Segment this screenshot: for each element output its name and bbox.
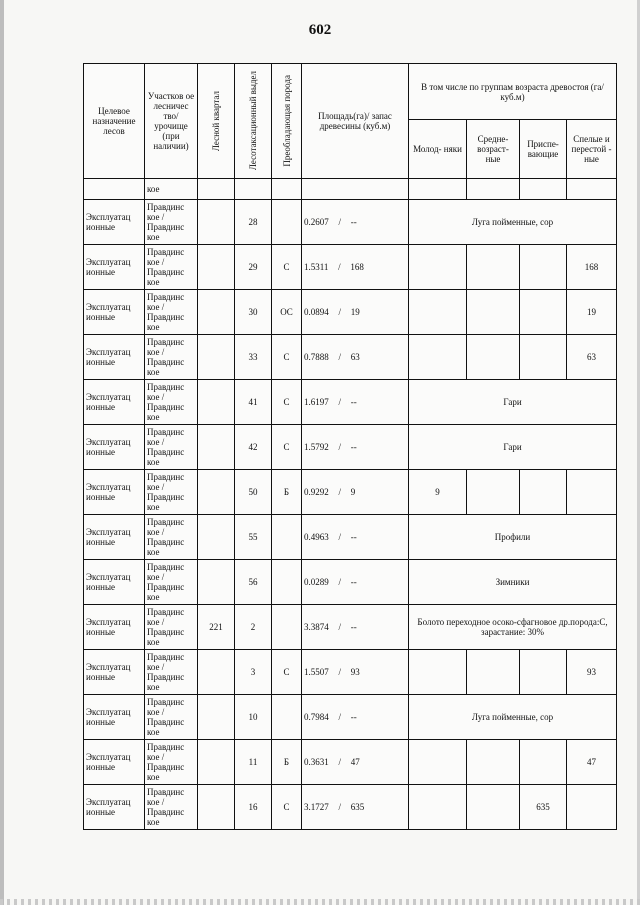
row-purpose: Эксплуатац ионные xyxy=(84,380,145,425)
row-young xyxy=(409,335,467,380)
area-stock-separator: / xyxy=(338,622,341,632)
row-plot: 10 xyxy=(235,695,272,740)
area-stock-separator: / xyxy=(338,442,341,452)
row-site: Правдинс кое / Правдинс кое xyxy=(145,470,198,515)
row-stock: -- xyxy=(350,622,357,632)
table-row xyxy=(84,335,617,380)
row-quarter xyxy=(198,470,235,515)
row-area-stock xyxy=(302,335,409,380)
row-species: Б xyxy=(272,470,302,515)
row-site: Правдинс кое / Правдинс кое xyxy=(145,695,198,740)
row-stock: 168 xyxy=(350,262,364,272)
row-maturing: 635 xyxy=(520,785,567,830)
row-plot: 28 xyxy=(235,200,272,245)
row-mature: 93 xyxy=(567,650,617,695)
forest-plots-table xyxy=(83,63,617,830)
row-stock: -- xyxy=(350,217,357,227)
table-row xyxy=(84,695,617,740)
row-purpose: Эксплуатац ионные xyxy=(84,245,145,290)
header-mature: Спелые и перестой - ные xyxy=(567,120,617,179)
row-plot: 3 xyxy=(235,650,272,695)
row-site: Правдинс кое / Правдинс кое xyxy=(145,605,198,650)
row-area: 1.6197 xyxy=(304,397,329,407)
table-header-row xyxy=(84,64,617,120)
area-stock-separator: / xyxy=(338,352,341,362)
row-plot: 42 xyxy=(235,425,272,470)
table-row xyxy=(84,470,617,515)
row-stock: 93 xyxy=(350,667,360,677)
row-area: 0.4963 xyxy=(304,532,329,542)
cont-maturing xyxy=(520,179,567,200)
row-area-stock xyxy=(302,425,409,470)
header-purpose: Целевое назначение лесов xyxy=(84,64,145,179)
row-middle xyxy=(467,290,520,335)
row-young xyxy=(409,245,467,290)
cont-area xyxy=(302,179,409,200)
header-young: Молод- няки xyxy=(409,120,467,179)
row-quarter xyxy=(198,560,235,605)
row-species xyxy=(272,200,302,245)
cont-species xyxy=(272,179,302,200)
row-stock: -- xyxy=(350,397,357,407)
table-row xyxy=(84,605,617,650)
row-area: 1.5792 xyxy=(304,442,329,452)
header-species xyxy=(272,64,302,179)
row-young xyxy=(409,785,467,830)
row-area-stock xyxy=(302,515,409,560)
row-quarter xyxy=(198,380,235,425)
header-plot xyxy=(235,64,272,179)
row-site: Правдинс кое / Правдинс кое xyxy=(145,245,198,290)
row-plot: 16 xyxy=(235,785,272,830)
row-area-stock xyxy=(302,290,409,335)
area-stock-separator: / xyxy=(338,712,341,722)
cont-mature xyxy=(567,179,617,200)
row-species: С xyxy=(272,785,302,830)
cont-quarter xyxy=(198,179,235,200)
table-row xyxy=(84,560,617,605)
row-quarter xyxy=(198,200,235,245)
cont-site: кое xyxy=(145,179,198,200)
row-area-stock xyxy=(302,200,409,245)
row-purpose: Эксплуатац ионные xyxy=(84,605,145,650)
row-stock: 19 xyxy=(350,307,360,317)
row-purpose: Эксплуатац ионные xyxy=(84,425,145,470)
row-area: 0.0894 xyxy=(304,307,329,317)
row-young xyxy=(409,740,467,785)
row-species: С xyxy=(272,425,302,470)
row-quarter xyxy=(198,335,235,380)
row-area: 0.9292 xyxy=(304,487,329,497)
row-mature: 168 xyxy=(567,245,617,290)
row-quarter xyxy=(198,245,235,290)
header-quarter-text: Лесной квартал xyxy=(211,90,221,152)
row-area-stock xyxy=(302,785,409,830)
row-site: Правдинс кое / Правдинс кое xyxy=(145,560,198,605)
row-site: Правдинс кое / Правдинс кое xyxy=(145,650,198,695)
row-mature xyxy=(567,785,617,830)
row-purpose: Эксплуатац ионные xyxy=(84,560,145,605)
area-stock-separator: / xyxy=(338,667,341,677)
row-site: Правдинс кое / Правдинс кое xyxy=(145,380,198,425)
row-stock: -- xyxy=(350,442,357,452)
row-site: Правдинс кое / Правдинс кое xyxy=(145,200,198,245)
row-mature xyxy=(567,470,617,515)
row-area-stock xyxy=(302,245,409,290)
header-species-text: Преобладающая порода xyxy=(281,75,292,167)
row-area: 0.3631 xyxy=(304,757,329,767)
row-note: Гари xyxy=(409,425,617,470)
row-purpose: Эксплуатац ионные xyxy=(84,740,145,785)
row-mature: 19 xyxy=(567,290,617,335)
row-plot: 11 xyxy=(235,740,272,785)
row-species xyxy=(272,560,302,605)
row-middle xyxy=(467,650,520,695)
row-middle xyxy=(467,470,520,515)
row-plot: 55 xyxy=(235,515,272,560)
row-note: Профили xyxy=(409,515,617,560)
row-stock: 635 xyxy=(350,802,365,812)
page-number: 602 xyxy=(308,22,332,38)
row-area: 0.7888 xyxy=(304,352,329,362)
row-quarter xyxy=(198,290,235,335)
row-quarter xyxy=(198,515,235,560)
row-area-stock xyxy=(302,380,409,425)
row-note: Луга пойменные, сор xyxy=(409,695,617,740)
row-purpose: Эксплуатац ионные xyxy=(84,335,145,380)
row-maturing xyxy=(520,470,567,515)
row-species xyxy=(272,695,302,740)
row-area: 1.5311 xyxy=(304,262,329,272)
header-plot-text: Лесотаксационный выдел xyxy=(248,71,258,171)
row-species xyxy=(272,515,302,560)
row-quarter xyxy=(198,650,235,695)
area-stock-separator: / xyxy=(338,802,341,812)
row-area-stock xyxy=(302,650,409,695)
table-row xyxy=(84,740,617,785)
row-site: Правдинс кое / Правдинс кое xyxy=(145,740,198,785)
row-purpose: Эксплуатац ионные xyxy=(84,785,145,830)
row-site: Правдинс кое / Правдинс кое xyxy=(145,425,198,470)
row-purpose: Эксплуатац ионные xyxy=(84,290,145,335)
row-purpose: Эксплуатац ионные xyxy=(84,200,145,245)
row-maturing xyxy=(520,740,567,785)
row-site: Правдинс кое / Правдинс кое xyxy=(145,335,198,380)
table-row xyxy=(84,515,617,560)
table-row xyxy=(84,200,617,245)
area-stock-separator: / xyxy=(338,757,341,767)
row-stock: -- xyxy=(350,577,357,587)
header-quarter xyxy=(198,64,235,179)
row-area: 0.2607 xyxy=(304,217,329,227)
row-stock: 63 xyxy=(350,352,360,362)
row-area-stock xyxy=(302,605,409,650)
row-plot: 33 xyxy=(235,335,272,380)
row-note: Луга пойменные, сор xyxy=(409,200,617,245)
row-young xyxy=(409,650,467,695)
row-plot: 29 xyxy=(235,245,272,290)
row-species: С xyxy=(272,380,302,425)
row-species: С xyxy=(272,650,302,695)
scan-edge-left xyxy=(0,0,4,905)
row-mature: 47 xyxy=(567,740,617,785)
row-species: ОС xyxy=(272,290,302,335)
row-middle xyxy=(467,740,520,785)
row-plot: 30 xyxy=(235,290,272,335)
row-middle xyxy=(467,335,520,380)
area-stock-separator: / xyxy=(338,262,341,272)
row-stock: 9 xyxy=(350,487,356,497)
row-site: Правдинс кое / Правдинс кое xyxy=(145,785,198,830)
row-purpose: Эксплуатац ионные xyxy=(84,695,145,740)
row-area-stock xyxy=(302,740,409,785)
row-quarter xyxy=(198,695,235,740)
table-row xyxy=(84,425,617,470)
row-site: Правдинс кое / Правдинс кое xyxy=(145,515,198,560)
row-quarter: 221 xyxy=(198,605,235,650)
cont-young xyxy=(409,179,467,200)
row-young: 9 xyxy=(409,470,467,515)
row-quarter xyxy=(198,740,235,785)
row-area: 3.1727 xyxy=(304,802,329,812)
cont-middle xyxy=(467,179,520,200)
row-species: Б xyxy=(272,740,302,785)
table-row xyxy=(84,785,617,830)
table-row xyxy=(84,380,617,425)
row-note: Болото переходное осоко-сфагновое др.порода:С, зарастание: 30% xyxy=(409,605,617,650)
row-purpose: Эксплуатац ионные xyxy=(84,650,145,695)
cont-purpose xyxy=(84,179,145,200)
area-stock-separator: / xyxy=(338,532,341,542)
row-plot: 50 xyxy=(235,470,272,515)
row-plot: 56 xyxy=(235,560,272,605)
row-area-stock xyxy=(302,470,409,515)
cont-plot xyxy=(235,179,272,200)
header-age-groups: В том числе по группам возраста древостоя (га/ куб.м) xyxy=(409,64,617,120)
header-area: Площадь(га)/ запас древесины (куб.м) xyxy=(302,64,409,179)
row-species: С xyxy=(272,245,302,290)
row-plot: 41 xyxy=(235,380,272,425)
table-row xyxy=(84,290,617,335)
header-site: Участков ое лесничес тво/ урочище (при наличии) xyxy=(145,64,198,179)
row-quarter xyxy=(198,425,235,470)
row-area: 0.7984 xyxy=(304,712,329,722)
row-purpose: Эксплуатац ионные xyxy=(84,515,145,560)
row-middle xyxy=(467,245,520,290)
row-note: Гари xyxy=(409,380,617,425)
area-stock-separator: / xyxy=(338,397,341,407)
row-species xyxy=(272,605,302,650)
scan-edge-bottom xyxy=(0,899,640,905)
row-area: 0.0289 xyxy=(304,577,329,587)
area-stock-separator: / xyxy=(338,307,341,317)
header-maturing: Приспе- вающие xyxy=(520,120,567,179)
row-middle xyxy=(467,785,520,830)
row-area: 1.5507 xyxy=(304,667,329,677)
row-site: Правдинс кое / Правдинс кое xyxy=(145,290,198,335)
table-row xyxy=(84,650,617,695)
row-maturing xyxy=(520,335,567,380)
area-stock-separator: / xyxy=(338,217,341,227)
header-middle: Средне- возраст- ные xyxy=(467,120,520,179)
row-note: Зимники xyxy=(409,560,617,605)
row-purpose: Эксплуатац ионные xyxy=(84,470,145,515)
row-area-stock xyxy=(302,560,409,605)
row-quarter xyxy=(198,785,235,830)
area-stock-separator: / xyxy=(338,487,341,497)
row-maturing xyxy=(520,290,567,335)
row-maturing xyxy=(520,245,567,290)
continuation-row xyxy=(84,179,617,200)
row-young xyxy=(409,290,467,335)
row-maturing xyxy=(520,650,567,695)
row-area: 3.3874 xyxy=(304,622,329,632)
row-stock: 47 xyxy=(350,757,360,767)
row-stock: -- xyxy=(350,532,357,542)
row-area-stock xyxy=(302,695,409,740)
row-stock: -- xyxy=(350,712,357,722)
row-mature: 63 xyxy=(567,335,617,380)
table-row xyxy=(84,245,617,290)
row-species: С xyxy=(272,335,302,380)
area-stock-separator: / xyxy=(338,577,341,587)
row-plot: 2 xyxy=(235,605,272,650)
